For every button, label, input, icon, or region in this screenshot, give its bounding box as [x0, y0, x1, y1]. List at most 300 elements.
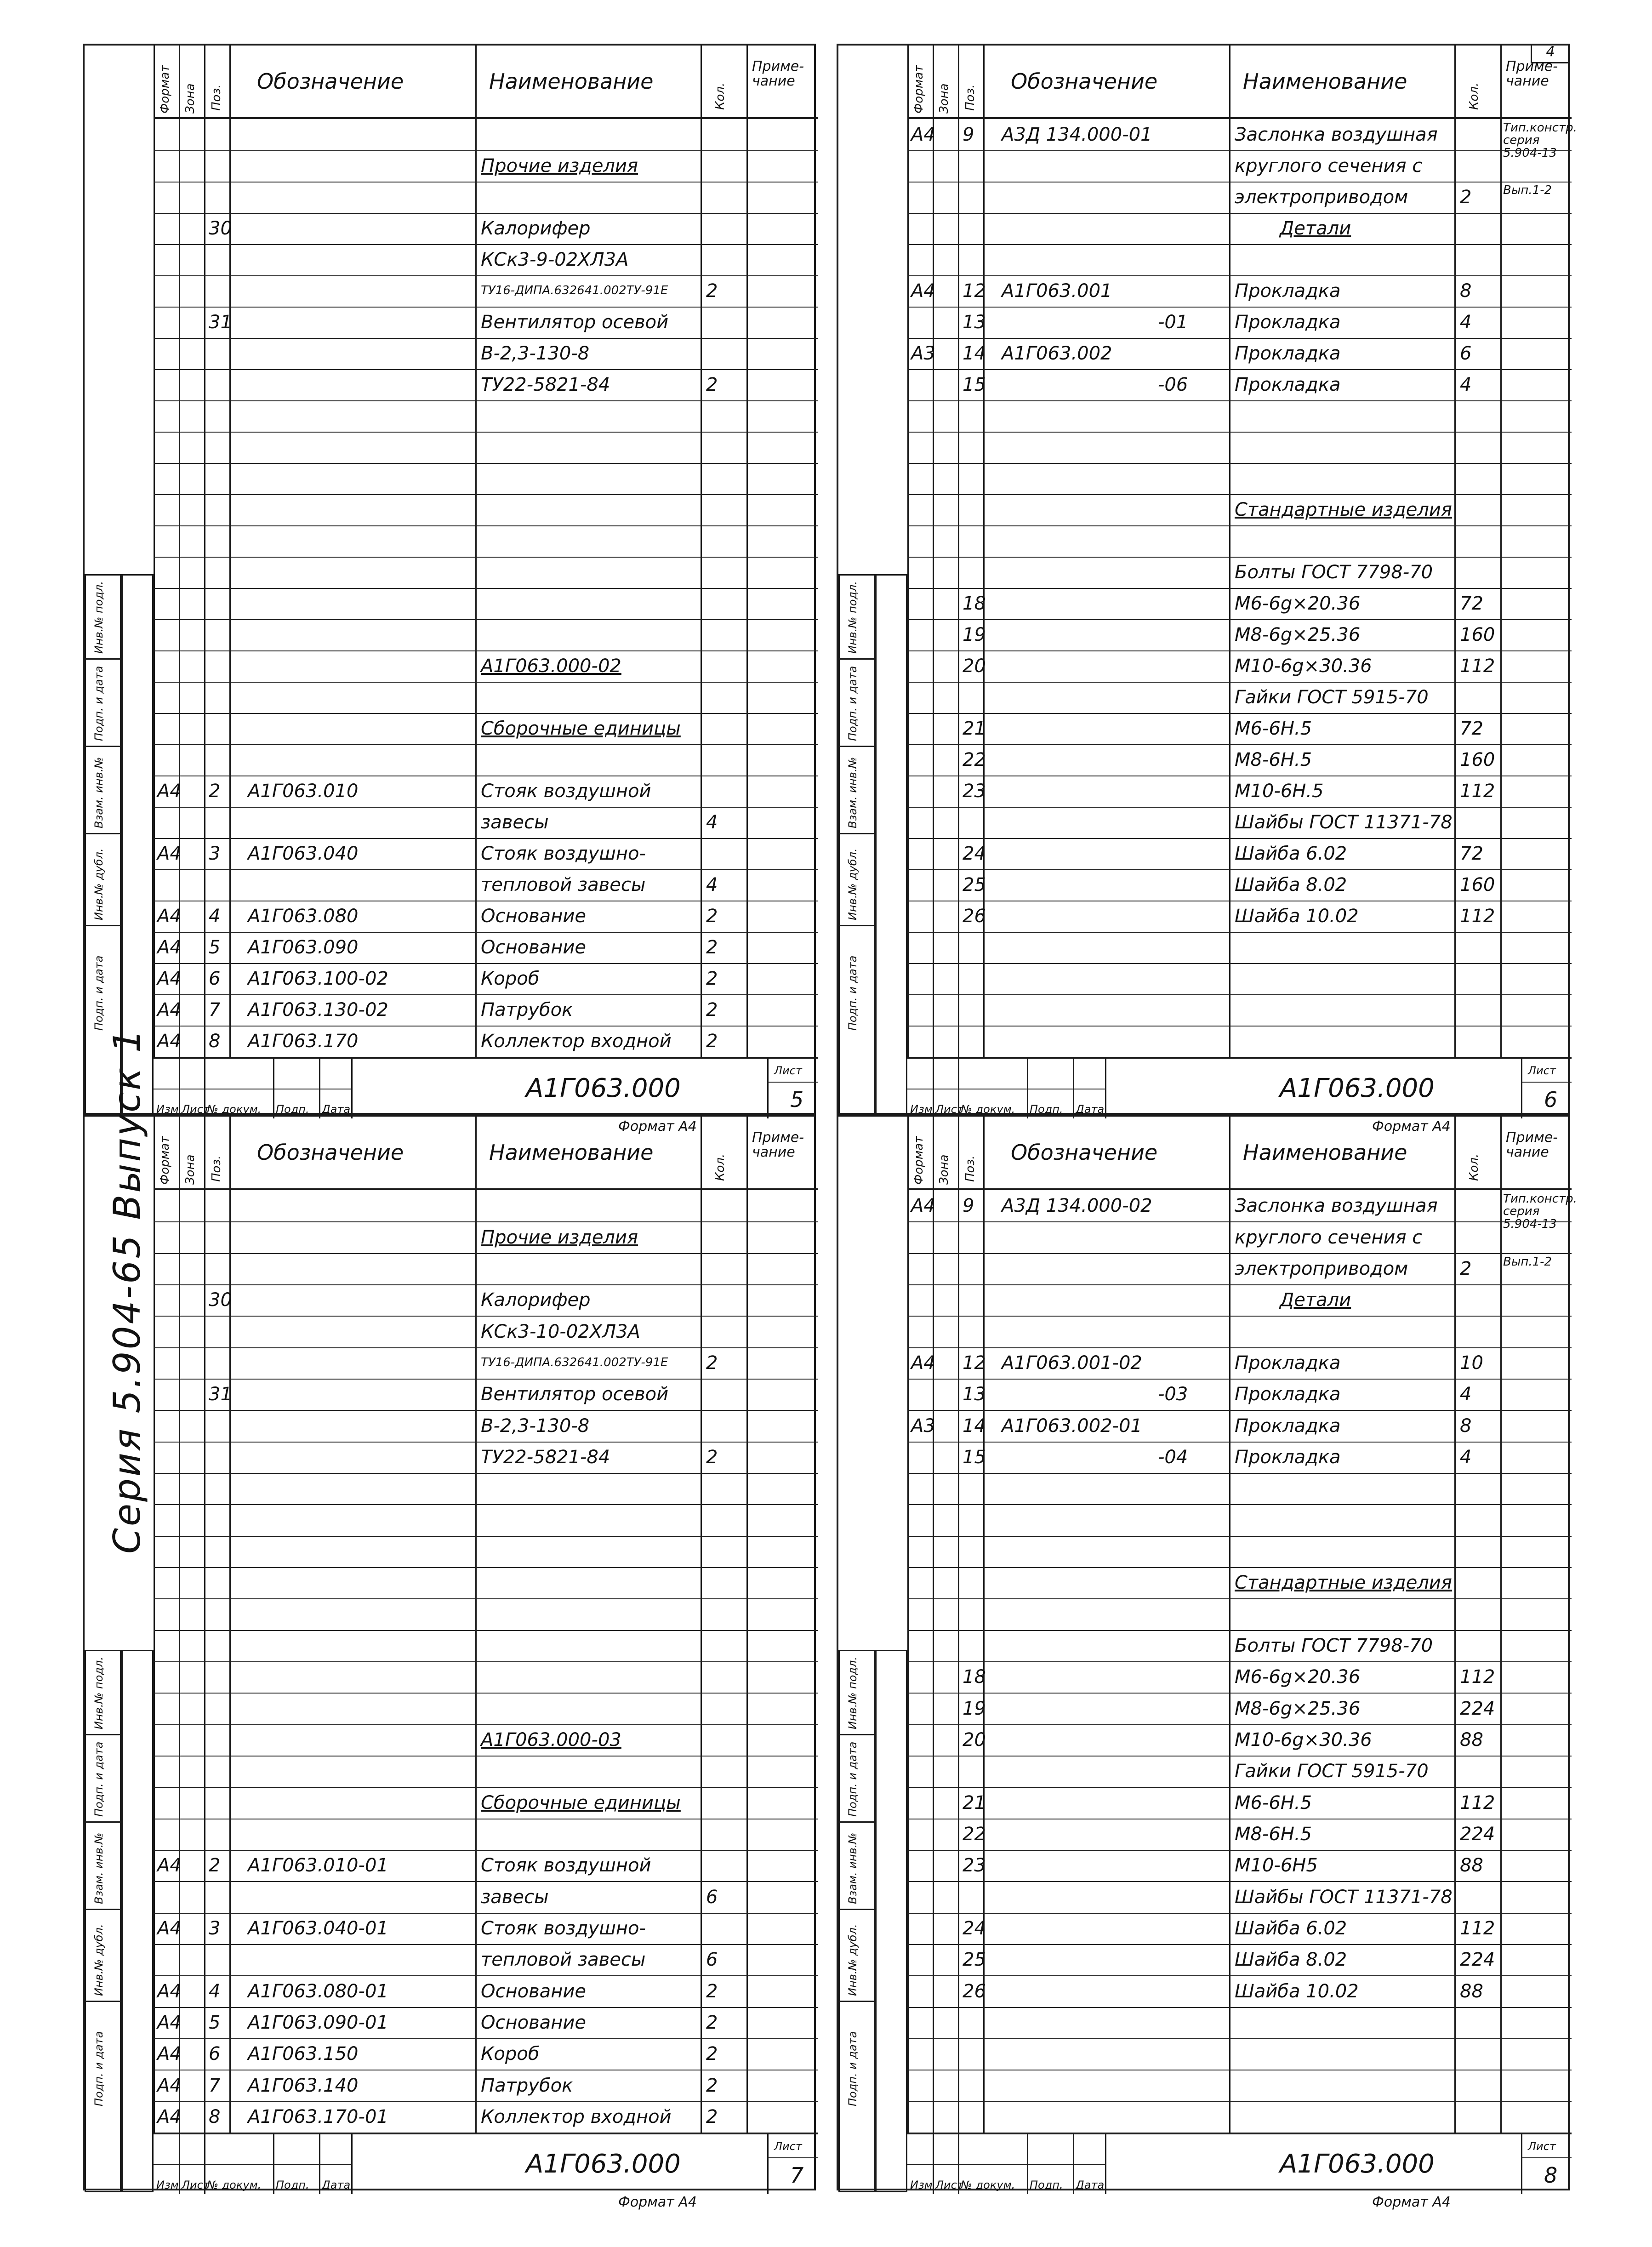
row-divider	[154, 307, 818, 308]
row-divider	[154, 494, 818, 495]
row-divider	[907, 807, 1572, 808]
spec-sheet-2	[837, 44, 1577, 1116]
cell-format: А3	[911, 1415, 935, 1437]
header-note: Приме- чание	[752, 58, 804, 89]
cell-name: электроприводом	[1235, 1258, 1408, 1279]
cell-position: 3	[209, 1917, 221, 1939]
row-divider	[907, 1975, 1572, 1976]
header-format: Формат	[912, 65, 926, 114]
row-divider	[907, 682, 1572, 683]
column-divider	[1500, 46, 1502, 1057]
spec-sheet-3	[83, 1115, 816, 2190]
cell-qty: 160	[1460, 624, 1495, 645]
titleblock-label: Лист	[182, 1103, 210, 1116]
side-stamp-label: Взам. инв.№	[846, 1832, 859, 1904]
cell-name: Детали	[1280, 1289, 1351, 1311]
cell-format: А4	[911, 280, 935, 302]
cell-name: завесы	[481, 1886, 549, 1908]
titleblock-divider	[1105, 2134, 1106, 2194]
cell-position: 7	[209, 999, 221, 1021]
side-stamp-2	[121, 1650, 154, 2192]
cell-format: А4	[911, 124, 935, 145]
row-divider	[154, 2038, 818, 2039]
side-stamp-label: Подп. и дата	[846, 955, 859, 1031]
cell-position: 21	[963, 1792, 986, 1814]
cell-name: Заслонка воздушная	[1235, 1195, 1438, 1217]
cell-qty: 4	[1460, 312, 1472, 333]
cell-name: круглого сечения с	[1235, 1226, 1423, 1248]
column-divider	[746, 46, 748, 1057]
cell-note: Тип.констр. серия 5.904-13	[1503, 1192, 1577, 1231]
row-divider	[154, 682, 818, 683]
cell-qty: 72	[1460, 718, 1483, 739]
cell-name: Стояк воздушно-	[481, 843, 646, 864]
row-divider	[154, 1410, 818, 1411]
header-name: Наименование	[489, 69, 654, 94]
cell-designation: А1Г063.140	[248, 2075, 359, 2096]
cell-name: КСк3-10-02ХЛ3А	[481, 1321, 640, 1342]
cell-position: 23	[963, 781, 986, 802]
row-divider	[154, 1724, 818, 1725]
cell-qty: 88	[1460, 1729, 1483, 1751]
cell-position: 2	[209, 1855, 221, 1876]
cell-note: Тип.констр. серия 5.904-13	[1503, 121, 1577, 160]
cell-format: А4	[157, 1980, 182, 2002]
row-divider	[907, 432, 1572, 433]
side-stamp-label: Подп. и дата	[92, 955, 105, 1031]
cell-name: Основание	[481, 937, 586, 958]
cell-position: 18	[963, 593, 986, 614]
cell-designation: А3Д 134.000-02	[1002, 1195, 1152, 1217]
titleblock-divider	[767, 2134, 769, 2194]
cell-designation: -03	[1158, 1384, 1188, 1405]
header-name: Наименование	[489, 1140, 654, 1165]
row-divider	[154, 1787, 818, 1788]
row-divider	[154, 869, 818, 870]
title-block	[154, 1057, 818, 1117]
titleblock-label: Изм	[156, 1103, 179, 1116]
row-divider	[154, 275, 818, 276]
cell-qty: 224	[1460, 1823, 1495, 1845]
cell-position: 12	[963, 1352, 986, 1374]
header-pos: Поз.	[210, 84, 223, 111]
cell-position: 13	[963, 1384, 986, 1405]
cell-format: А4	[911, 1195, 935, 1217]
cell-designation: А1Г063.001-02	[1002, 1352, 1142, 1374]
side-stamp-label: Подп. и дата	[92, 2031, 105, 2106]
series-label: Серия 5.904-65 Выпуск 1	[106, 1027, 148, 1554]
column-divider	[701, 1117, 702, 2133]
cell-designation: -06	[1158, 374, 1188, 395]
cell-designation: А1Г063.090	[248, 937, 359, 958]
cell-name: электроприводом	[1235, 187, 1408, 208]
cell-name: ТУ22-5821-84	[481, 374, 610, 395]
cell-qty: 2	[706, 1352, 718, 1374]
row-divider	[154, 1221, 818, 1222]
cell-designation: А1Г063.010-01	[248, 1855, 388, 1876]
cell-designation: А1Г063.170-01	[248, 2106, 388, 2127]
cell-designation: А1Г063.090-01	[248, 2012, 388, 2033]
cell-name: завесы	[481, 812, 549, 833]
cell-name: М6-6Н.5	[1235, 1792, 1312, 1814]
column-divider	[746, 1117, 748, 2133]
cell-name: ТУ22-5821-84	[481, 1446, 610, 1468]
cell-name: Шайба 10.02	[1235, 1980, 1359, 2002]
cell-name: Гайки ГОСТ 5915-70	[1235, 687, 1429, 708]
cell-name: Прокладка	[1235, 312, 1341, 333]
titleblock-label: № докум.	[207, 2179, 262, 2191]
side-stamp-label: Инв.№ подл.	[846, 1657, 859, 1729]
row-divider	[907, 1598, 1572, 1599]
cell-qty: 112	[1460, 1917, 1495, 1939]
titleblock-divider	[767, 1059, 769, 1118]
header-zone: Зона	[937, 1154, 951, 1185]
cell-name: Гайки ГОСТ 5915-70	[1235, 1761, 1429, 1782]
doc-code: А1Г063.000	[1280, 2149, 1435, 2179]
cell-designation: А1Г063.001	[1002, 280, 1112, 302]
cell-qty: 224	[1460, 1698, 1495, 1719]
title-block	[907, 1057, 1572, 1117]
cell-format: А4	[157, 999, 182, 1021]
column-divider	[958, 46, 959, 1057]
row-divider	[154, 1504, 818, 1505]
cell-qty: 112	[1460, 1792, 1495, 1814]
side-stamp-divider	[86, 833, 120, 834]
cell-name: Прокладка	[1235, 1446, 1341, 1468]
format-footer: Формат А4	[618, 2194, 697, 2210]
side-stamp-divider	[86, 658, 120, 660]
header-designation: Обозначение	[1011, 69, 1158, 94]
doc-code: А1Г063.000	[526, 2149, 681, 2179]
cell-name: Стандартные изделия	[1235, 499, 1452, 520]
sheet-label: Лист	[774, 1064, 802, 1077]
cell-designation: А1Г063.002-01	[1002, 1415, 1142, 1437]
side-stamp-label: Инв.№ дубл.	[92, 848, 105, 920]
cell-position: 7	[209, 2075, 221, 2096]
header-pos: Поз.	[963, 84, 977, 111]
row-divider	[907, 1504, 1572, 1505]
cell-name: Прокладка	[1235, 343, 1341, 364]
cell-qty: 4	[1460, 1384, 1472, 1405]
side-stamp-divider	[86, 925, 120, 926]
cell-format: А4	[157, 2043, 182, 2065]
row-divider	[907, 994, 1572, 995]
row-divider	[907, 2007, 1572, 2008]
side-stamp-label: Инв.№ дубл.	[846, 848, 859, 920]
row-divider	[907, 557, 1572, 558]
side-stamp-divider	[840, 746, 874, 747]
row-divider	[907, 1756, 1572, 1757]
side-stamp-divider	[840, 833, 874, 834]
side-stamp-label: Подп. и дата	[846, 2031, 859, 2106]
titleblock-label: Подп.	[1030, 1103, 1063, 1116]
column-divider	[1229, 46, 1230, 1057]
sheet-label: Лист	[774, 2140, 802, 2153]
cell-designation: А1Г063.080-01	[248, 1980, 388, 2002]
title-block	[907, 2133, 1572, 2192]
titleblock-rule	[154, 2164, 351, 2165]
header-pos: Поз.	[963, 1155, 977, 1182]
cell-name: Прочие изделия	[481, 1226, 638, 1248]
cell-qty: 112	[1460, 656, 1495, 677]
cell-position: 15	[963, 1446, 986, 1468]
row-divider	[907, 588, 1572, 589]
cell-format: А4	[157, 937, 182, 958]
header-pos: Поз.	[210, 1155, 223, 1182]
titleblock-divider	[1105, 1059, 1106, 1118]
row-divider	[907, 1221, 1572, 1222]
row-divider	[154, 963, 818, 964]
row-divider	[154, 1567, 818, 1568]
cell-position: 4	[209, 1980, 221, 2002]
cell-name: тепловой завесы	[481, 1949, 646, 1971]
cell-name: М8-6Н.5	[1235, 749, 1312, 770]
cell-position: 22	[963, 1823, 986, 1845]
table-header	[154, 46, 818, 119]
cell-designation: А1Г063.040-01	[248, 1917, 388, 1939]
cell-qty: 2	[706, 1980, 718, 2002]
cell-name: М10-6Н.5	[1235, 781, 1324, 802]
cell-designation: А1Г063.150	[248, 2043, 359, 2065]
cell-qty: 72	[1460, 843, 1483, 864]
cell-qty: 6	[706, 1886, 718, 1908]
row-divider	[907, 1410, 1572, 1411]
titleblock-rule	[907, 2164, 1105, 2165]
header-note: Приме- чание	[1506, 58, 1558, 89]
row-divider	[154, 2101, 818, 2102]
cell-qty: 160	[1460, 874, 1495, 895]
cell-qty: 2	[706, 2106, 718, 2127]
cell-name: М6-6g×20.36	[1235, 1666, 1361, 1688]
sheet-number: 7	[790, 2163, 804, 2188]
cell-qty: 88	[1460, 1855, 1483, 1876]
row-divider	[907, 275, 1572, 276]
cell-position: 24	[963, 1917, 986, 1939]
cell-position: 20	[963, 656, 986, 677]
cell-name: В-2,3-130-8	[481, 343, 590, 364]
row-divider	[154, 932, 818, 933]
cell-qty: 160	[1460, 749, 1495, 770]
cell-name: М8-6g×25.36	[1235, 624, 1361, 645]
row-divider	[907, 1693, 1572, 1694]
titleblock-label: Подп.	[276, 1103, 309, 1116]
cell-format: А4	[157, 781, 182, 802]
cell-qty: 4	[1460, 1446, 1472, 1468]
cell-qty: 2	[706, 2075, 718, 2096]
titleblock-label: Дата	[322, 1103, 351, 1116]
cell-qty: 88	[1460, 1980, 1483, 2002]
row-divider	[154, 1026, 818, 1027]
cell-qty: 6	[706, 1949, 718, 1971]
row-divider	[907, 619, 1572, 620]
column-divider	[1500, 1117, 1502, 2133]
titleblock-divider	[1521, 2134, 1522, 2194]
side-stamp-label: Инв.№ дубл.	[92, 1924, 105, 1996]
row-divider	[154, 1347, 818, 1348]
titleblock-label: Дата	[1076, 1103, 1105, 1116]
side-stamp-divider	[840, 2001, 874, 2002]
cell-qty: 112	[1460, 781, 1495, 802]
cell-qty: 2	[706, 1031, 718, 1052]
side-stamp-2	[875, 1650, 907, 2192]
column-divider	[229, 1117, 231, 2133]
cell-format: А4	[157, 843, 182, 864]
row-divider	[907, 1284, 1572, 1285]
row-divider	[907, 963, 1572, 964]
row-divider	[154, 1975, 818, 1976]
cell-name: Шайба 10.02	[1235, 906, 1359, 927]
header-zone: Зона	[937, 83, 951, 114]
row-divider	[154, 244, 818, 245]
cell-name: Короб	[481, 968, 540, 989]
header-qty: Кол.	[1467, 82, 1481, 110]
side-stamp-divider	[86, 1821, 120, 1823]
titleblock-label: Подп.	[276, 2179, 309, 2191]
row-divider	[907, 1850, 1572, 1851]
cell-qty: 2	[706, 2043, 718, 2065]
cell-name: Болты ГОСТ 7798-70	[1235, 562, 1433, 583]
cell-designation: А1Г063.130-02	[248, 999, 388, 1021]
row-divider	[154, 619, 818, 620]
cell-note: Вып.1-2	[1503, 1255, 1552, 1269]
cell-name: А1Г063.000-02	[481, 656, 621, 677]
cell-qty: 6	[1460, 343, 1472, 364]
row-divider	[907, 869, 1572, 870]
cell-position: 14	[963, 343, 986, 364]
header-name: Наименование	[1243, 1140, 1407, 1165]
titleblock-rule	[1521, 1082, 1572, 1083]
column-divider	[179, 1117, 180, 2133]
column-divider	[1229, 1117, 1230, 2133]
row-divider	[154, 213, 818, 214]
side-stamp	[838, 574, 875, 1117]
row-divider	[154, 1944, 818, 1945]
column-divider	[983, 46, 985, 1057]
cell-name: Заслонка воздушная	[1235, 124, 1438, 145]
cell-position: 6	[209, 2043, 221, 2065]
cell-name: М6-6Н.5	[1235, 718, 1312, 739]
row-divider	[907, 1347, 1572, 1348]
cell-format: А4	[911, 1352, 935, 1374]
row-divider	[154, 994, 818, 995]
row-divider	[907, 932, 1572, 933]
table-header	[907, 46, 1572, 119]
cell-name: Калорифер	[481, 218, 591, 239]
header-qty: Кол.	[1467, 1153, 1481, 1181]
cell-format: А4	[157, 1855, 182, 1876]
column-divider	[179, 46, 180, 1057]
sheet-label: Лист	[1528, 2140, 1556, 2153]
cell-name: Прокладка	[1235, 280, 1341, 302]
row-divider	[907, 150, 1572, 151]
row-divider	[907, 1787, 1572, 1788]
titleblock-label: № докум.	[207, 1103, 262, 1116]
row-divider	[154, 369, 818, 370]
side-stamp-label: Инв.№ подл.	[92, 1657, 105, 1729]
row-divider	[154, 838, 818, 839]
cell-format: А4	[157, 1917, 182, 1939]
row-divider	[154, 1850, 818, 1851]
row-divider	[154, 1693, 818, 1694]
cell-designation: А1Г063.170	[248, 1031, 359, 1052]
cell-name: Шайбы ГОСТ 11371-78	[1235, 1886, 1453, 1908]
header-designation: Обозначение	[1011, 1140, 1158, 1165]
cell-name: М8-6g×25.36	[1235, 1698, 1361, 1719]
side-stamp-label: Инв.№ дубл.	[846, 1924, 859, 1996]
row-divider	[907, 525, 1572, 526]
corner-page-number: 4	[1531, 44, 1570, 63]
side-stamp-divider	[86, 746, 120, 747]
cell-name: Калорифер	[481, 1289, 591, 1311]
side-stamp-label: Подп. и дата	[92, 1741, 105, 1817]
cell-position: 31	[209, 1384, 232, 1405]
header-format: Формат	[912, 1136, 926, 1185]
cell-name: Прокладка	[1235, 1352, 1341, 1374]
row-divider	[154, 1661, 818, 1662]
row-divider	[154, 557, 818, 558]
titleblock-label: Изм	[910, 2179, 933, 2191]
cell-position: 5	[209, 937, 221, 958]
titleblock-label: № докум.	[961, 1103, 1015, 1116]
cell-name: Сборочные единицы	[481, 718, 681, 739]
cell-name: Шайба 8.02	[1235, 874, 1347, 895]
titleblock-label: № докум.	[961, 2179, 1015, 2191]
cell-qty: 2	[706, 906, 718, 927]
column-divider	[958, 1117, 959, 2133]
row-divider	[907, 838, 1572, 839]
cell-position: 26	[963, 1980, 986, 2002]
cell-qty: 112	[1460, 906, 1495, 927]
titleblock-divider	[351, 1059, 353, 1118]
cell-note: Вып.1-2	[1503, 183, 1552, 197]
titleblock-label: Лист	[182, 2179, 210, 2191]
cell-name: В-2,3-130-8	[481, 1415, 590, 1437]
cell-name: Патрубок	[481, 2075, 573, 2096]
header-note: Приме- чание	[752, 1129, 804, 1160]
row-divider	[154, 1756, 818, 1757]
cell-name: круглого сечения с	[1235, 155, 1423, 177]
column-divider	[1454, 1117, 1456, 2133]
row-divider	[154, 1442, 818, 1443]
titleblock-label: Лист	[935, 2179, 963, 2191]
cell-name: А1Г063.000-03	[481, 1729, 621, 1751]
row-divider	[154, 1630, 818, 1631]
cell-qty: 2	[706, 968, 718, 989]
cell-position: 8	[209, 1031, 221, 1052]
cell-qty: 4	[706, 874, 718, 895]
cell-name: Шайба 8.02	[1235, 1949, 1347, 1971]
row-divider	[154, 744, 818, 745]
row-divider	[154, 525, 818, 526]
side-stamp-label: Инв.№ подл.	[92, 581, 105, 654]
row-divider	[907, 650, 1572, 651]
side-stamp-label: Подп. и дата	[92, 666, 105, 741]
row-divider	[907, 713, 1572, 714]
row-divider	[154, 1253, 818, 1254]
column-divider	[907, 46, 909, 1057]
cell-qty: 8	[1460, 1415, 1472, 1437]
cell-position: 3	[209, 843, 221, 864]
cell-position: 9	[963, 1195, 974, 1217]
row-divider	[154, 807, 818, 808]
cell-format: А4	[157, 1031, 182, 1052]
row-divider	[907, 1567, 1572, 1568]
titleblock-label: Изм	[910, 1103, 933, 1116]
row-divider	[907, 1881, 1572, 1882]
cell-name: Шайба 6.02	[1235, 843, 1347, 864]
row-divider	[907, 1026, 1572, 1027]
cell-designation: -01	[1158, 312, 1188, 333]
